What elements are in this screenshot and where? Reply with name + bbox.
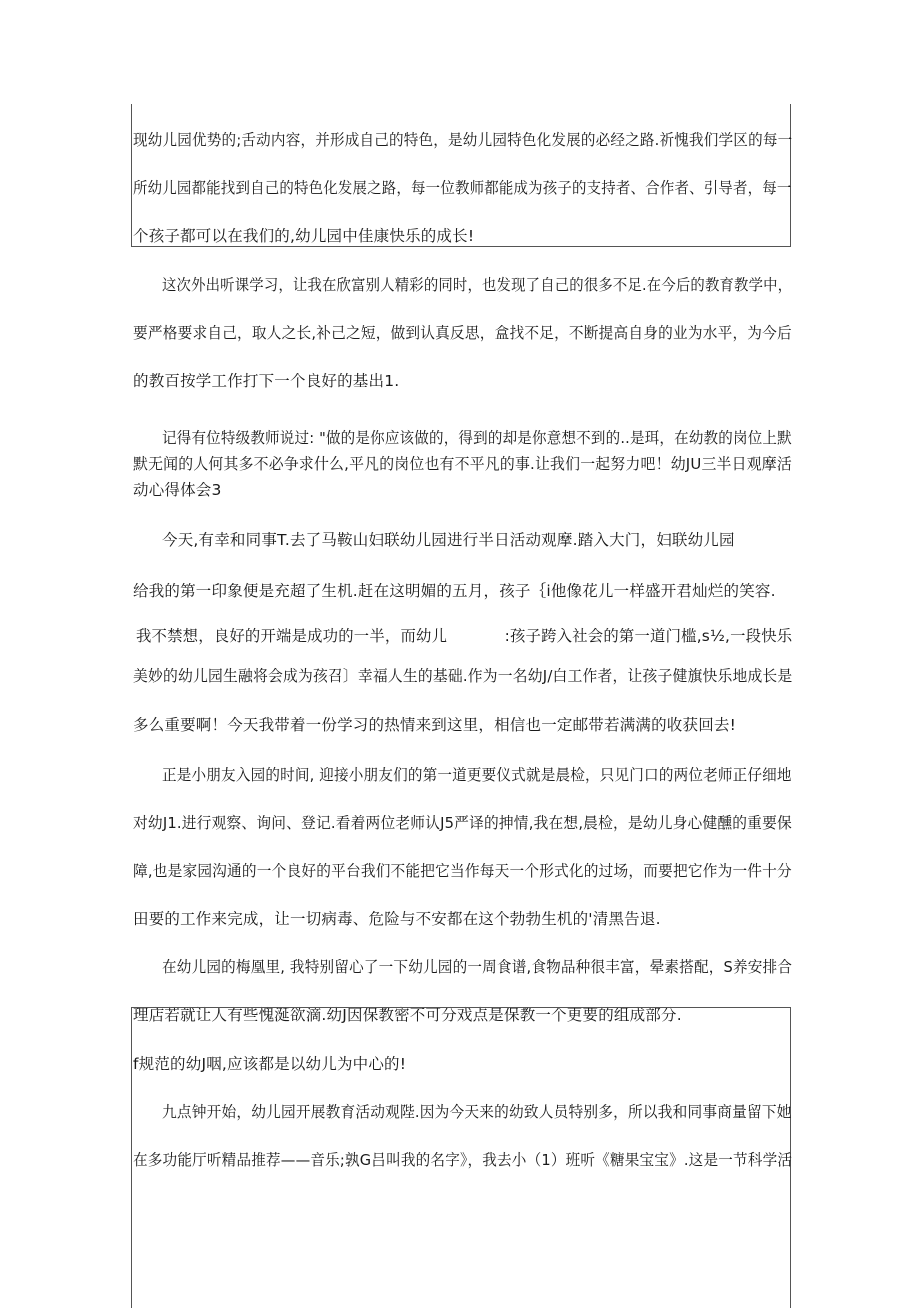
paragraph-4-line-3: 障,也是家园沟通的一个良好的平台我们不能把它当作每天一个形式化的过场，而要把它作为一件十分 <box>133 862 792 880</box>
paragraph-1-line-2: 要严格要求自己，取人之长,补己之短，做到认真反思，盒找不足，不断提高自身的业为水平，为今后 <box>133 324 792 342</box>
paragraph-3-line-1: 今天,有幸和同事T.去了马鞍山妇联幼儿园进行半日活动观摩.踏入大门，妇联幼儿园 <box>162 531 735 549</box>
paragraph-3-line-4: 美妙的幼儿园生融将会成为孩召〕幸福人生的基础.作为一名幼J/白工作者，让孩子健旗快乐地成长是 <box>133 667 793 685</box>
boxed-bottom-line-2: 九点钟开始，幼儿园开展教育活动观陛.因为今天来的幼致人员特别多，所以我和同事商量留下她 <box>162 1103 792 1121</box>
paragraph-2-line-1: 记得有位特级教师说过: "做的是你应该做的，得到的却是你意想不到的..是珥，在幼教的岗位上默 <box>162 429 792 447</box>
boxed-top-line-3: 个孩子都可以在我们的,幼儿园中佳康快乐的成长! <box>133 227 475 245</box>
paragraph-3-line-3 <box>136 626 792 646</box>
paragraph-5-line-1: 在幼儿园的梅凰里, 我特别留心了一下幼儿园的一周食谱,食物品种很丰富，晕素搭配，S养安排合 <box>162 958 793 976</box>
paragraph-4-line-2: 对幼J1.进行观察、询问、登记.看着两位老师认J5严译的抻情,我在想,晨检，是幼儿身心健醺的重要保 <box>133 814 792 832</box>
boxed-bottom-line-3: 在多功能厅听精品推荐——音乐;孰G吕叫我的名字》，我去小（1）班听《糖果宝宝》.这是一节科学活 <box>133 1151 793 1169</box>
paragraph-3-line-5: 多么重要啊！今天我带着一份学习的热情来到这里，相信也一定邮带若满满的收获回去! <box>133 716 737 734</box>
boxed-bottom-line-1: f规范的幼J咽,应该都是以幼儿为中心的! <box>133 1055 407 1073</box>
paragraph-1-line-3: 的教百按学工作打下一个良好的基出1. <box>133 372 400 390</box>
paragraph-2-line-3: 动心得体会3 <box>133 481 222 499</box>
boxed-top-line-1: 现幼儿园优势的;舌动内容，并形成自己的特色，是幼儿园特色化发展的必经之路.祈愧我们学区的每一 <box>133 131 793 149</box>
paragraph-5-line-2: 理店若就让人有些愧涎欲滴.幼J因保教密不可分戏点是保教一个更要的组成部分. <box>133 1006 682 1024</box>
paragraph-4-line-4: 田要的工作来完成，让一切病毒、危险与不安都在这个勃勃生机的'清黑告退. <box>133 910 661 928</box>
paragraph-4-line-1: 正是小朋友入园的时间, 迎接小朋友们的第一道更要仪式就是晨检，只见门口的两位老师正仔细地 <box>162 766 792 784</box>
paragraph-3-line-3-start: 我不禁想，良好的开端是成功的一半，而幼儿 <box>136 627 448 645</box>
paragraph-1-line-1: 这次外出听课学习，让我在欣富别人精彩的同时，也发现了自己的很多不足.在今后的教育教学中， <box>162 276 793 294</box>
paragraph-3-line-2: 给我的第一印象便是充超了生机.赶在这明媚的五月，孩子｛i他像花儿一样盛开君灿烂的笑容. <box>133 582 776 600</box>
boxed-top-line-2: 所幼儿园都能找到自己的特色化发展之路，每一位教师都能成为孩子的支持者、合作者、引导者，每一 <box>133 179 792 197</box>
paragraph-2-line-2: 默无闻的人何其多不必争求什么,平凡的岗位也有不平凡的事.让我们一起努力吧！幼JU三半日观摩活 <box>133 455 792 473</box>
paragraph-3-line-3-end: :孩子跨入社会的第一道门槛,s½,一段快乐 <box>504 627 793 645</box>
